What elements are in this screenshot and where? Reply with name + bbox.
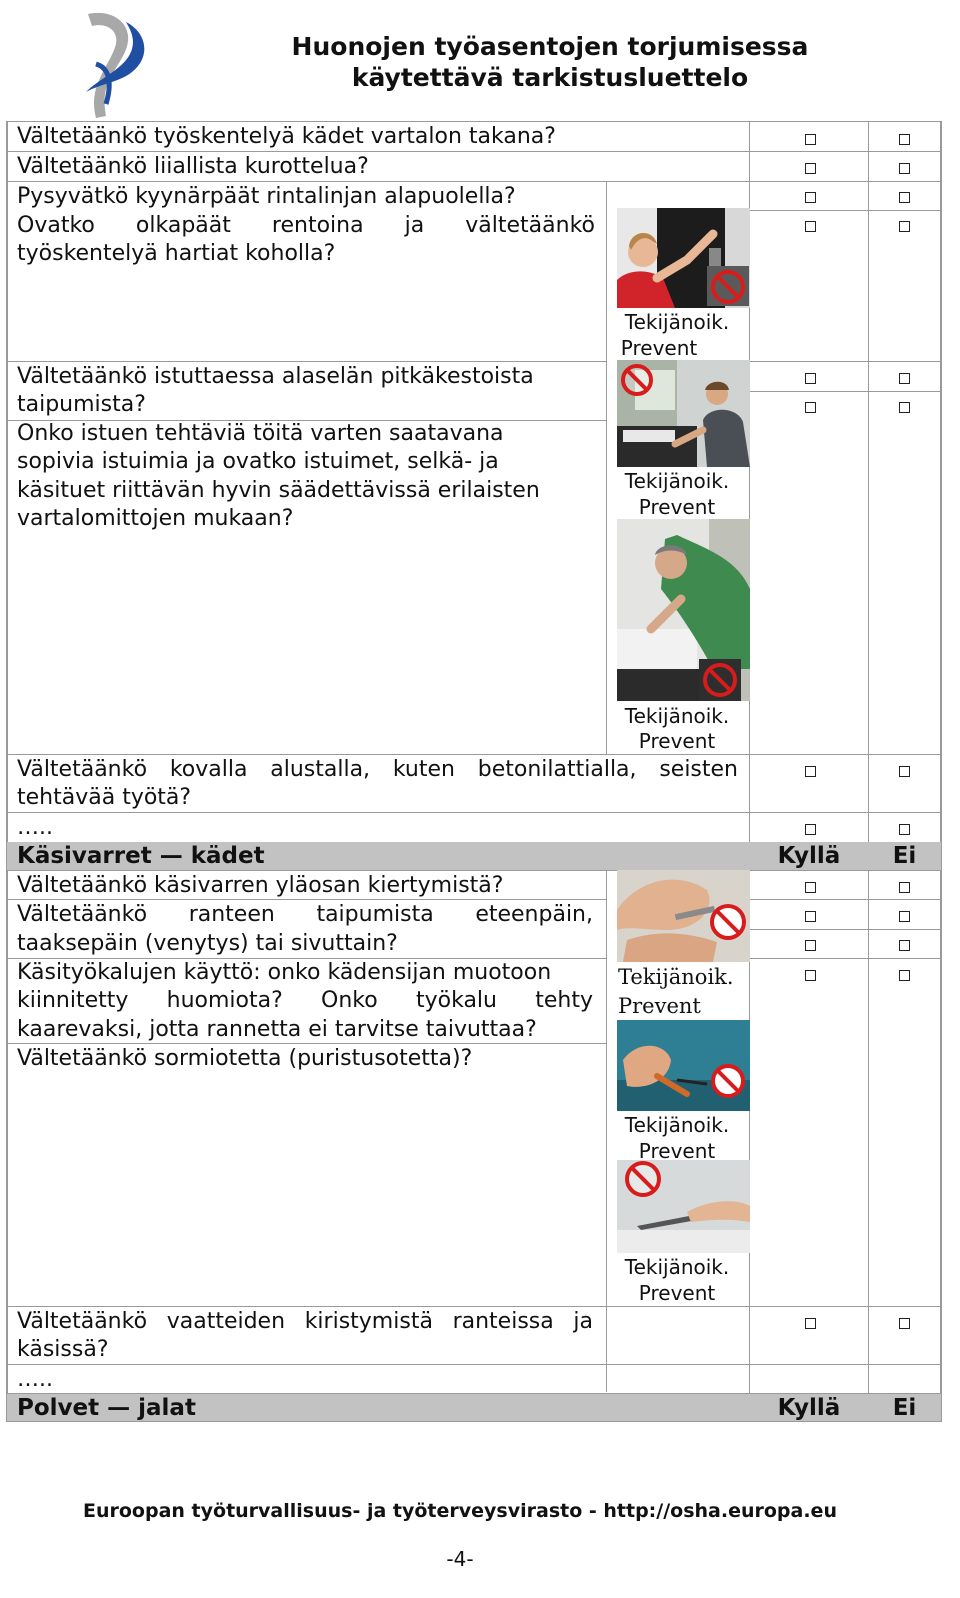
- checkbox-no-q8[interactable]: [899, 882, 910, 893]
- prohibition-icon: [706, 900, 750, 944]
- column-header-no: Ei: [892, 843, 917, 869]
- question-lower-back-bending-line-1: Vältetäänkö istuttaessa alaselän pitkäkestoista: [17, 364, 534, 389]
- section-title-legs: Polvet — jalat: [17, 1395, 196, 1421]
- checkbox-no-extra1[interactable]: [899, 824, 910, 835]
- checkbox-no-q7[interactable]: [899, 766, 910, 777]
- question-shoulders-relaxed-line-1: Ovatko olkapäät rentoina ja vältetäänkö: [17, 213, 595, 238]
- column-header-yes-legs: Kyllä: [777, 1395, 841, 1421]
- checkbox-yes-q1[interactable]: [805, 134, 816, 145]
- photo-credit-2-line-2: Prevent: [638, 495, 716, 519]
- document-title-line-1: Huonojen työasentojen torjumisessa: [291, 32, 809, 61]
- checkbox-yes-q2[interactable]: [805, 163, 816, 174]
- question-seating-line-3: käsituet riittävän hyvin säädettävissä erilaisten: [17, 478, 540, 503]
- footer-agency-line: Euroopan työturvallisuus- ja työterveysvirasto - http://osha.europa.eu: [83, 1500, 837, 1522]
- question-wrist-bending-line-2: taaksepäin (venytys) tai sivuttain?: [17, 931, 398, 956]
- photo-credit-5-line-2: Prevent: [638, 1139, 716, 1163]
- photo-credit-1-line-2: Prevent: [620, 336, 698, 360]
- photo-credit-3-line-2: Prevent: [638, 729, 716, 753]
- prohibition-icon: [618, 361, 656, 399]
- photo-credit-1-line-1: Tekijänoik.: [624, 310, 730, 334]
- question-shoulders-relaxed-line-2: työskentelyä hartiat koholla?: [17, 241, 336, 266]
- checkbox-yes-q4[interactable]: [805, 221, 816, 232]
- question-elbows-below-chest: Pysyvätkö kyynärpäät rintalinjan alapuolella?: [17, 184, 516, 209]
- checkbox-yes-q12[interactable]: [805, 1318, 816, 1329]
- question-tight-clothing-line-1: Vältetäänkö vaatteiden kiristymistä ranteissa ja: [17, 1309, 593, 1334]
- document-title-line-2: käytettävä tarkistusluettelo: [351, 63, 749, 92]
- checkbox-no-q10[interactable]: [899, 940, 910, 951]
- checkbox-yes-q11[interactable]: [805, 970, 816, 981]
- question-overreaching: Vältetäänkö liiallista kurottelua?: [17, 154, 369, 179]
- prohibition-icon: [708, 267, 748, 307]
- ellipsis-row-2: …..: [17, 1367, 53, 1392]
- page-number: -4-: [446, 1547, 474, 1571]
- section-title-arms: Käsivarret — kädet: [17, 843, 265, 869]
- question-tight-clothing-line-2: käsissä?: [17, 1337, 109, 1362]
- question-seating-line-2: sopivia istuimia ja ovatko istuimet, selkä- ja: [17, 449, 499, 474]
- checkbox-yes-q8[interactable]: [805, 882, 816, 893]
- question-seating-line-4: vartalomittojen mukaan?: [17, 506, 294, 531]
- checkbox-no-q11[interactable]: [899, 970, 910, 981]
- checkbox-no-q2[interactable]: [899, 163, 910, 174]
- checkbox-no-q3[interactable]: [899, 192, 910, 203]
- question-pinch-grip: Vältetäänkö sormiotetta (puristusotetta)?: [17, 1046, 473, 1071]
- question-hand-tools-line-1: Käsityökalujen käyttö: onko kädensijan muotoon: [17, 960, 552, 985]
- photo-credit-6-line-2: Prevent: [638, 1281, 716, 1305]
- photo-credit-4-line-2: Prevent: [618, 994, 701, 1018]
- checkbox-no-q1[interactable]: [899, 134, 910, 145]
- photo-credit-6-line-1: Tekijänoik.: [624, 1255, 730, 1279]
- photo-credit-4-line-1: Tekijänoik.: [618, 965, 734, 989]
- column-header-no-legs: Ei: [892, 1395, 917, 1421]
- checkbox-no-q9[interactable]: [899, 911, 910, 922]
- photo-credit-2-line-1: Tekijänoik.: [624, 469, 730, 493]
- checkbox-yes-q3[interactable]: [805, 192, 816, 203]
- checkbox-yes-q7[interactable]: [805, 766, 816, 777]
- osha-logo-icon: [66, 4, 156, 122]
- prohibition-icon: [699, 659, 741, 701]
- photo-credit-3-line-1: Tekijänoik.: [624, 704, 730, 728]
- question-hard-floor-line-1: Vältetäänkö kovalla alustalla, kuten betonilattialla, seisten: [17, 757, 738, 782]
- checkbox-no-q4[interactable]: [899, 221, 910, 232]
- checkbox-no-q6[interactable]: [899, 402, 910, 413]
- checkbox-yes-q10[interactable]: [805, 940, 816, 951]
- checkbox-no-q5[interactable]: [899, 373, 910, 384]
- checkbox-yes-q5[interactable]: [805, 373, 816, 384]
- question-seating-line-1: Onko istuen tehtäviä töitä varten saatavana: [17, 421, 504, 446]
- checkbox-no-q12[interactable]: [899, 1318, 910, 1329]
- checkbox-yes-extra1[interactable]: [805, 824, 816, 835]
- photo-credit-5-line-1: Tekijänoik.: [624, 1113, 730, 1137]
- question-hands-behind-body: Vältetäänkö työskentelyä kädet vartalon takana?: [17, 124, 556, 149]
- question-wrist-bending-line-1: Vältetäänkö ranteen taipumista eteenpäin,: [17, 902, 593, 927]
- checkbox-yes-q9[interactable]: [805, 911, 816, 922]
- ellipsis-row-1: …..: [17, 815, 53, 840]
- question-upper-arm-rotation: Vältetäänkö käsivarren yläosan kiertymistä?: [17, 873, 504, 898]
- prohibition-icon: [708, 1061, 748, 1101]
- question-hand-tools-line-2: kiinnitetty huomiota? Onko työkalu tehty: [17, 988, 593, 1013]
- question-lower-back-bending-line-2: taipumista?: [17, 392, 146, 417]
- question-hand-tools-line-3: kaarevaksi, jotta rannetta ei tarvitse taivuttaa?: [17, 1017, 537, 1042]
- question-hard-floor-line-2: tehtävää työtä?: [17, 785, 192, 810]
- column-header-yes: Kyllä: [777, 843, 841, 869]
- checkbox-yes-q6[interactable]: [805, 402, 816, 413]
